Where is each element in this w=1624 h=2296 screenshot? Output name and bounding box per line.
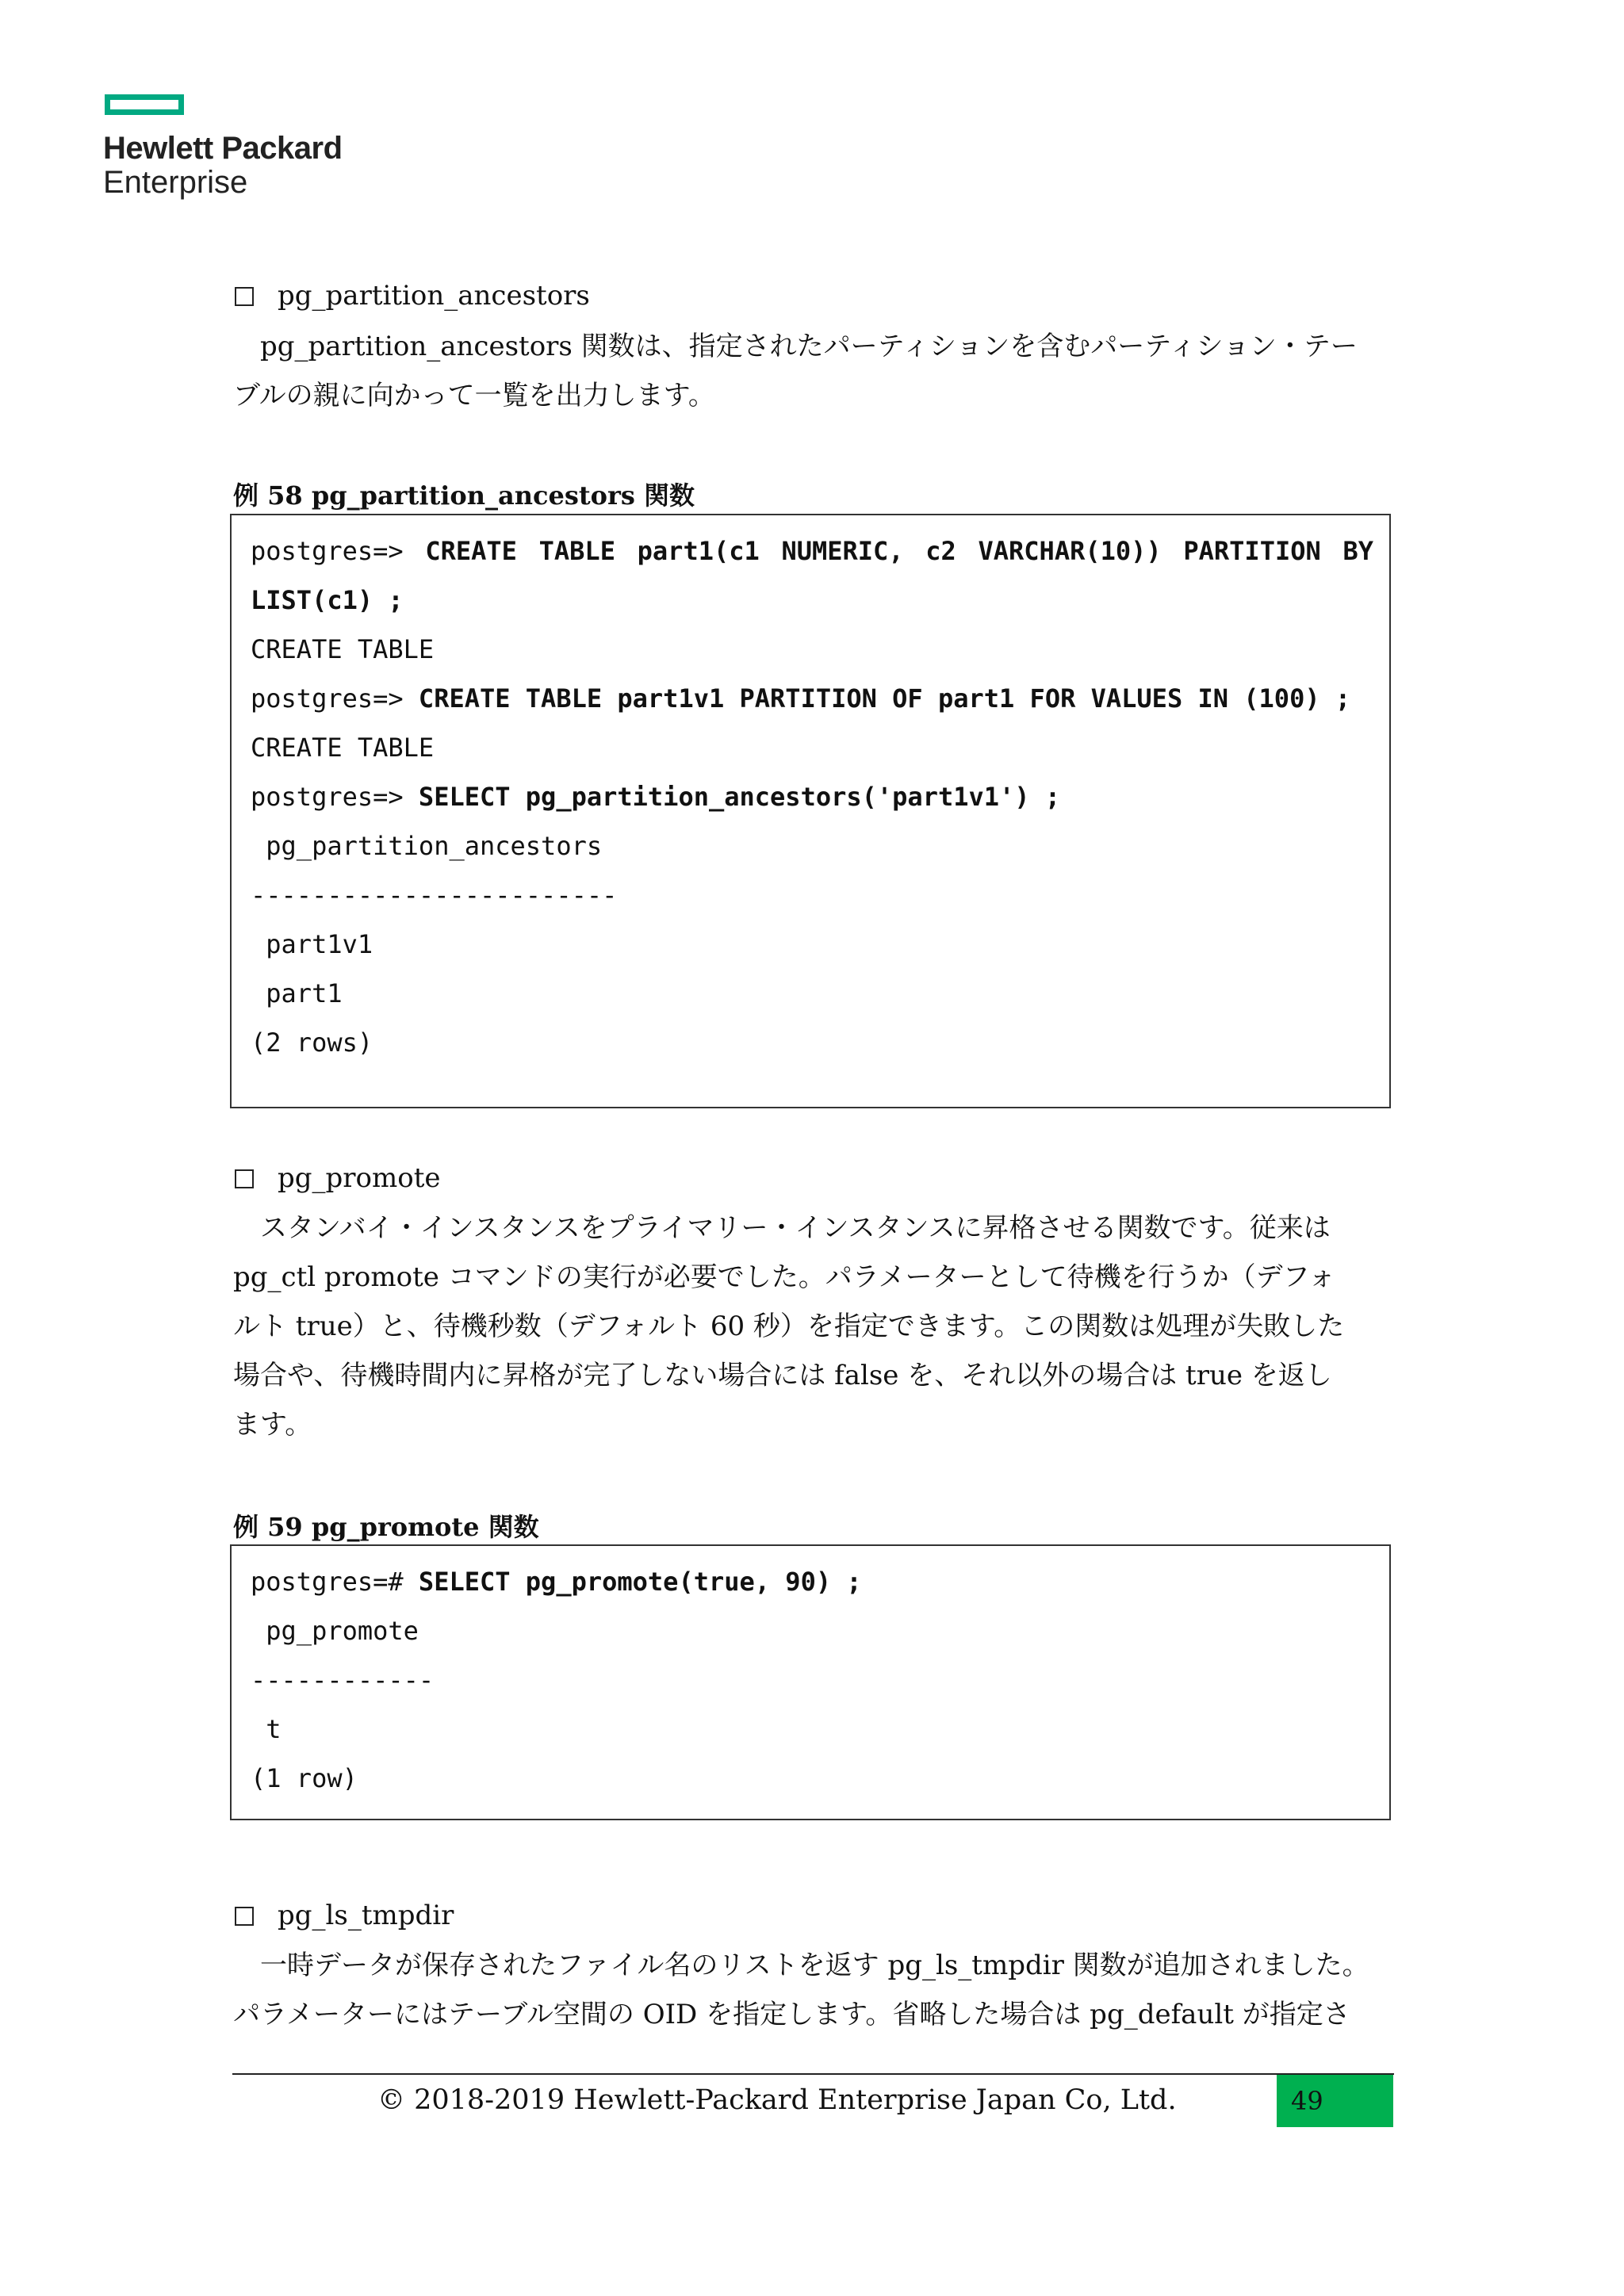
code-line: (2 rows) [251, 1027, 373, 1058]
page-number: 49 [1277, 2075, 1393, 2127]
code-line: pg_partition_ancestors [251, 831, 603, 861]
code-line [251, 1557, 1373, 1606]
code-block-example-59 [230, 1544, 1391, 1820]
paragraph-line: ブルの親に向かって一覧を出力します。 [233, 380, 715, 411]
section-body [233, 322, 1399, 420]
code-line: CREATE TABLE [251, 634, 435, 664]
paragraph-line: 一時データが保存されたファイル名のリストを返す pg_ls_tmpdir 関数が追加されました。 [260, 1950, 1369, 1981]
paragraph-line: pg_partition_ancestors 関数は、指定されたパーティションを含むパーティション・テー [260, 331, 1358, 362]
code-line [251, 576, 1373, 625]
paragraph-line: パラメーターにはテーブル空間の OID を指定します。省略した場合は pg_default が指定さ [233, 1999, 1350, 2030]
code-line: part1v1 [251, 929, 373, 959]
section-title: pg_ls_tmpdir [278, 1900, 454, 1931]
section-title: pg_partition_ancestors [278, 280, 590, 312]
section-heading-pg-promote [235, 1162, 441, 1194]
checkbox-bullet-icon [235, 1169, 254, 1188]
paragraph-line: スタンバイ・インスタンスをプライマリー・インスタンスに昇格させる関数です。従来は [260, 1212, 1331, 1244]
code-line: pg_promote [251, 1616, 419, 1646]
section-heading-pg-partition-ancestors [235, 280, 590, 312]
code-prompt: postgres=> [251, 683, 404, 714]
section-body [233, 1203, 1399, 1449]
section-title: pg_promote [278, 1162, 441, 1194]
paragraph-line: 場合や、待機時間内に昇格が完了しない場合には false を、それ以外の場合は true を返し [233, 1360, 1332, 1391]
footer-copyright: © 2018-2019 Hewlett-Packard Enterprise Japan Co, Ltd. [377, 2084, 1177, 2116]
example-caption: 例 58 pg_partition_ancestors 関数 [233, 480, 695, 511]
section-heading-pg-ls-tmpdir [235, 1900, 454, 1931]
code-token: CREATE [425, 536, 517, 566]
code-prompt: postgres=> [251, 536, 404, 566]
code-token: part1(c1 [637, 536, 760, 566]
code-line: t [251, 1714, 282, 1744]
code-line: ------------ [251, 1665, 435, 1695]
code-command: SELECT pg_partition_ancestors('part1v1') ; [418, 782, 1061, 812]
code-prompt: postgres=# [251, 1567, 404, 1597]
code-command: CREATE TABLE part1v1 PARTITION OF part1 FOR VALUES IN (100) ; [418, 683, 1351, 714]
code-command: LIST(c1) ; [251, 585, 404, 615]
logo-text-line1: Hewlett Packard [103, 131, 343, 166]
paragraph-line: pg_ctl promote コマンドの実行が必要でした。パラメーターとして待機を行うか（デフォ [233, 1261, 1335, 1293]
code-line: CREATE TABLE [251, 733, 435, 763]
paragraph-line: ルト true）と、待機秒数（デフォルト 60 秒）を指定できます。この関数は処理が失敗した [233, 1311, 1345, 1342]
section-body [233, 1941, 1399, 2039]
code-token: TABLE [538, 536, 615, 566]
code-line [251, 772, 1373, 821]
code-token: VARCHAR(10)) [978, 536, 1162, 566]
footer-divider [232, 2073, 1394, 2075]
code-line [251, 526, 1373, 576]
hpe-logo-bar-icon [105, 94, 184, 115]
code-prompt: postgres=> [251, 782, 404, 812]
code-command: SELECT pg_promote(true, 90) ; [418, 1567, 862, 1597]
code-token: PARTITION [1183, 536, 1321, 566]
code-line: (1 row) [251, 1763, 358, 1793]
code-token: c2 [925, 536, 956, 566]
code-line: part1 [251, 978, 343, 1008]
code-block-example-58 [230, 514, 1391, 1108]
checkbox-bullet-icon [235, 287, 254, 306]
logo-text-line2: Enterprise [103, 165, 248, 200]
paragraph-line: ます。 [233, 1409, 312, 1441]
code-token: BY [1342, 536, 1373, 566]
code-line [251, 674, 1373, 723]
example-caption: 例 59 pg_promote 関数 [233, 1512, 539, 1542]
code-token: NUMERIC, [781, 536, 904, 566]
checkbox-bullet-icon [235, 1907, 254, 1926]
code-line: ------------------------ [251, 880, 618, 910]
